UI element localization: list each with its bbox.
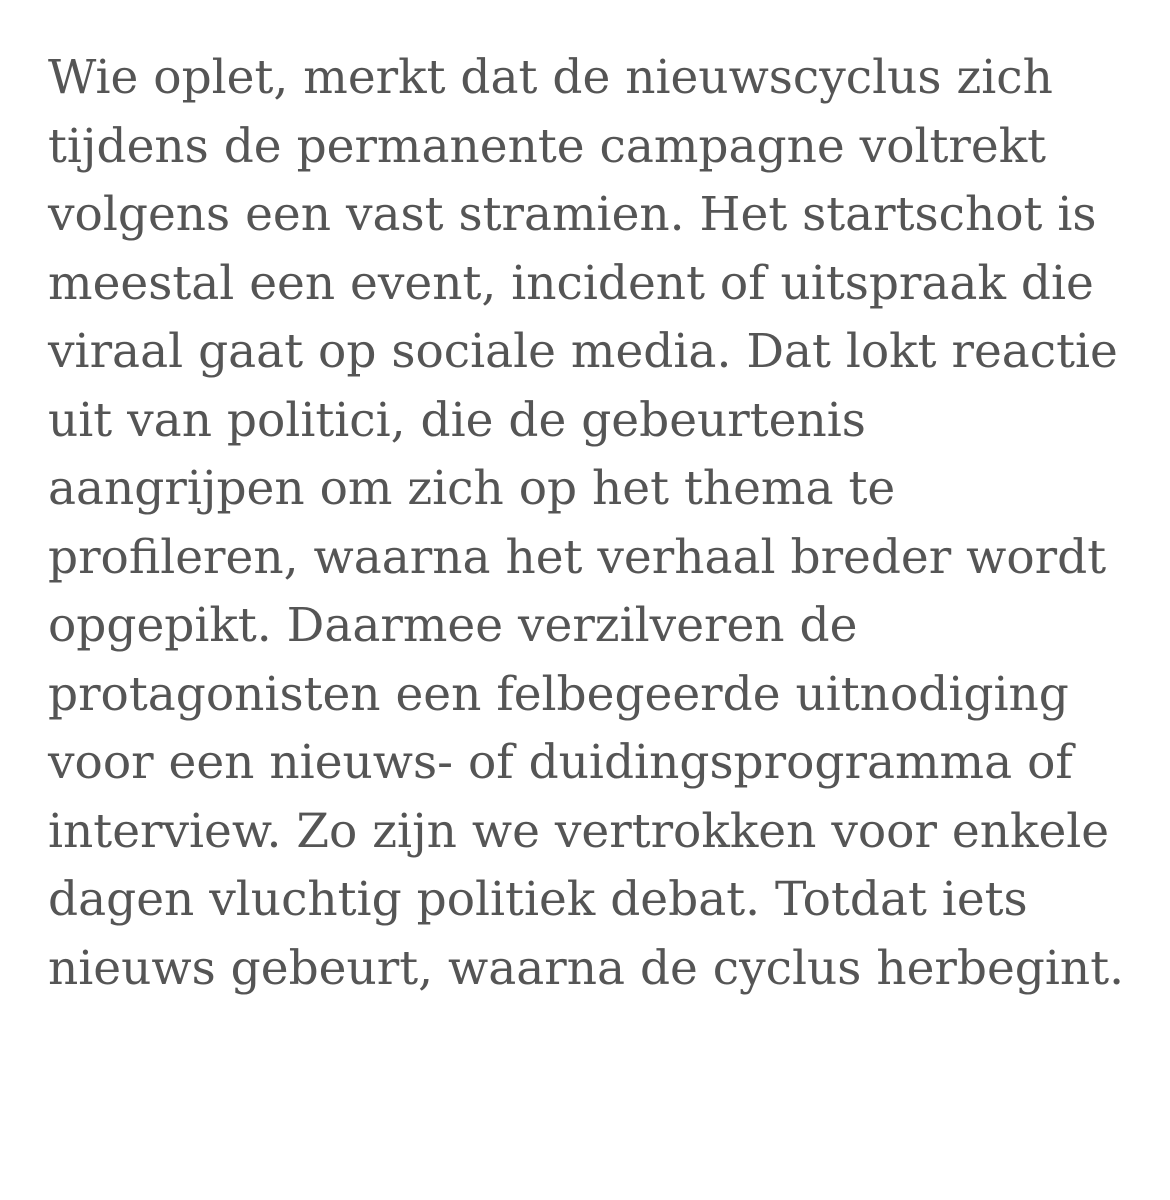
- paragraph-line: interview. Zo zijn we vertrokken voor enkele: [48, 803, 1110, 859]
- paragraph-line: meestal een event, incident of uitspraak die: [48, 255, 1094, 311]
- paragraph-line: nieuws gebeurt, waarna de cyclus herbegint.: [48, 940, 1125, 996]
- article-paragraph: [48, 44, 1148, 1003]
- paragraph-line: voor een nieuws- of duidingsprogramma of: [48, 735, 1073, 790]
- paragraph-line: dagen vluchtig politiek debat. Totdat iets: [48, 872, 1028, 927]
- paragraph-line: viraal gaat op sociale media. Dat lokt reactie: [48, 324, 1118, 379]
- paragraph-line: uit van politici, die de gebeurtenis: [48, 392, 866, 448]
- paragraph-line: opgepikt. Daarmee verzilveren de: [48, 598, 858, 653]
- paragraph-line: tijdens de permanente campagne voltrekt: [48, 118, 1047, 174]
- paragraph-line: Wie oplet, merkt dat de nieuwscyclus zich: [48, 50, 1053, 105]
- paragraph-line: volgens een vast stramien. Het startschot is: [48, 187, 1097, 242]
- paragraph-line: protagonisten een felbegeerde uitnodiging: [48, 666, 1069, 722]
- paragraph-line: aangrijpen om zich op het thema te: [48, 461, 896, 516]
- paragraph-line: profileren, waarna het verhaal breder wordt: [48, 529, 1107, 585]
